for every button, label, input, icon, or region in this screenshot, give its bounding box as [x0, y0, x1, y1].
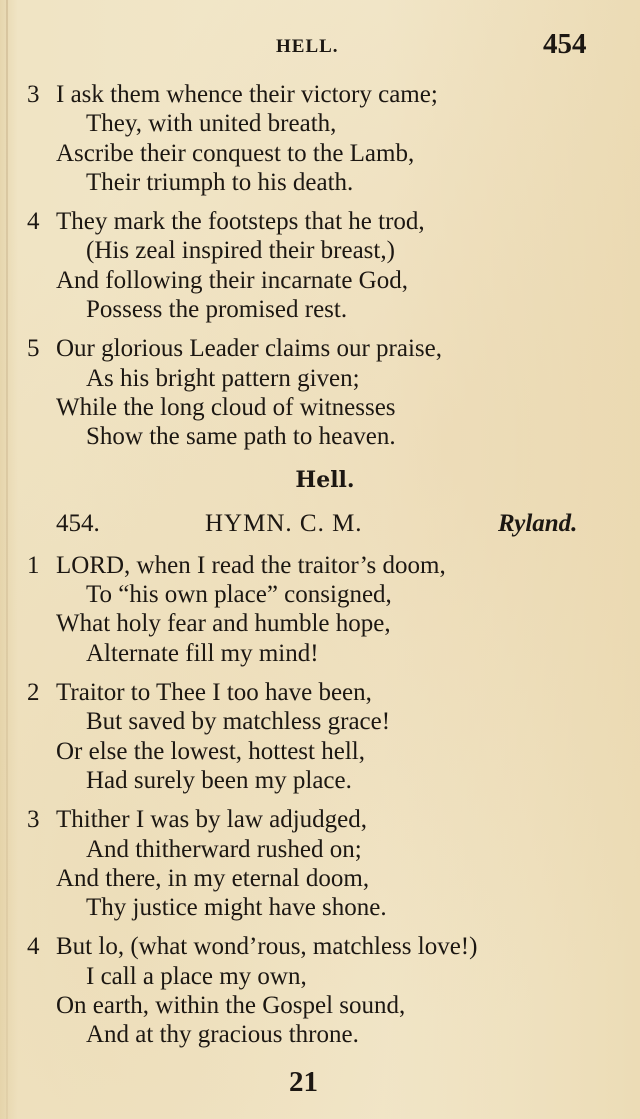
stanza-4 [0, 932, 640, 1049]
verse-line: And thitherward rushed on; [86, 835, 362, 863]
section-title: Hell. [295, 466, 355, 493]
signature-number: 21 [289, 1066, 318, 1098]
verse-line: I call a place my own, [86, 962, 307, 990]
verse-line: Ascribe their conquest to the Lamb, [56, 139, 415, 167]
page-content [0, 80, 640, 1060]
verse-line: And following their incarnate God, [56, 266, 408, 294]
verse-line: Show the same path to heaven. [86, 423, 396, 451]
stanza-number: 2 [27, 679, 40, 707]
stanza-prev-3 [0, 80, 640, 197]
stanza-2 [0, 678, 640, 795]
verse-line: And at thy gracious throne. [86, 1021, 359, 1049]
verse-line: Had surely been my place. [86, 766, 352, 794]
hymn-number: 454. [56, 509, 100, 537]
verse-line: Our glorious Leader claims our praise, [56, 335, 442, 363]
verse-line: To “his own place” consigned, [86, 581, 392, 609]
verse-line: They mark the footsteps that he trod, [56, 208, 425, 236]
verse-line: Traitor to Thee I too have been, [56, 679, 372, 707]
stanza-number: 3 [27, 806, 40, 834]
verse-line: They, with united breath, [86, 110, 337, 138]
hymn-meter: HYMN. C. M. [205, 509, 363, 537]
hymn-author: Ryland. [498, 509, 578, 537]
verse-line: Or else the lowest, hottest hell, [56, 737, 365, 765]
verse-line: Possess the promised rest. [86, 296, 348, 324]
stanza-1 [0, 551, 640, 668]
hymn-heading [0, 509, 640, 541]
running-head: HELL. [276, 36, 339, 57]
stanza-number: 3 [27, 81, 40, 108]
verse-line: But saved by matchless grace! [86, 708, 391, 736]
verse-line: I ask them whence their victory came; [56, 81, 438, 108]
verse-line: Alternate fill my mind! [86, 639, 319, 667]
verse-line: While the long cloud of witnesses [56, 393, 396, 421]
stanza-number: 4 [27, 933, 40, 961]
verse-line: Thither I was by law adjudged, [56, 806, 368, 834]
verse-line: LORD, when I read the traitor’s doom, [56, 551, 446, 579]
verse-line: But lo, (what wond’rous, matchless love!) [56, 933, 478, 961]
stanza-number: 1 [27, 551, 40, 579]
stanza-number: 5 [27, 335, 40, 363]
verse-line: And there, in my eternal doom, [56, 864, 370, 892]
stanza-3 [0, 805, 640, 922]
verse-line: Their triumph to his death. [86, 168, 354, 196]
page-header [0, 28, 640, 68]
verse-line: Thy justice might have shone. [86, 894, 387, 922]
verse-line: What holy fear and humble hope, [56, 610, 391, 638]
verse-line: As his bright pattern given; [86, 364, 360, 392]
stanza-number: 4 [27, 208, 40, 236]
verse-line: On earth, within the Gospel sound, [56, 992, 406, 1020]
page-number: 454 [543, 28, 587, 60]
stanza-prev-5 [0, 334, 640, 451]
verse-line: (His zeal inspired their breast,) [86, 237, 395, 265]
stanza-prev-4 [0, 207, 640, 324]
